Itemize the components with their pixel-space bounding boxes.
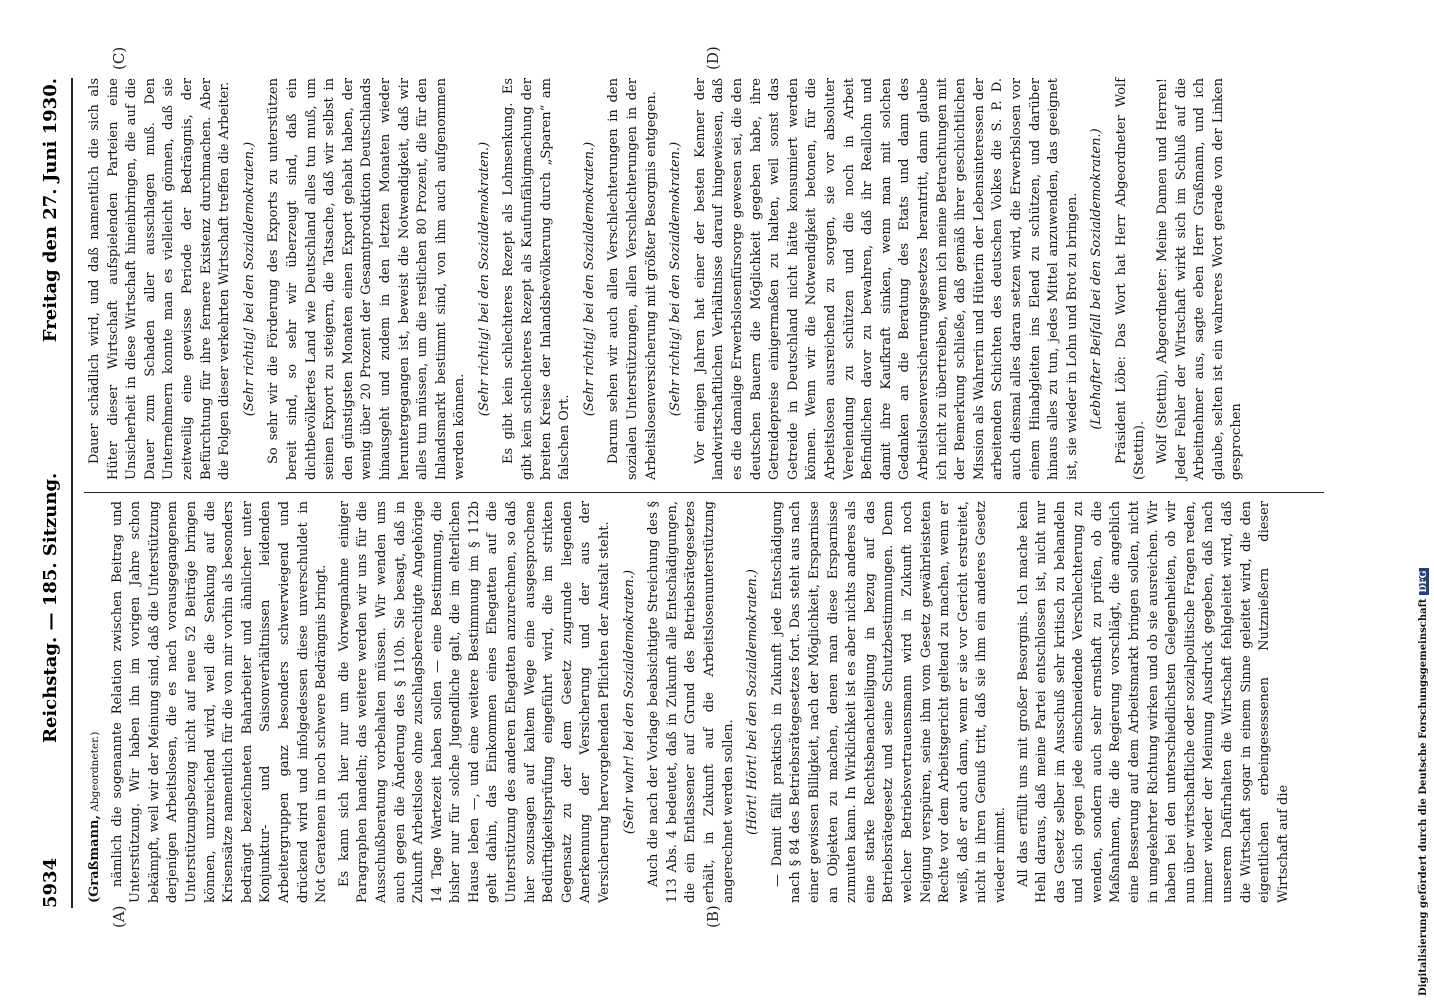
paragraph: nämlich die sogenannte Relation zwischen Beitrag und Unterstützung. Wir haben ihn im vorigen Jahre schon bekämpft, weil wir der Meinung sind, daß die Unterstützung derjenigen Arbeitslosen, die es nach vorausgegangenem Unterstützungsbezug nicht auf neue 52 Beiträge bringen können, unzureichend wird, weil die Senkung auf die Krisensätze namentlich für die von mir vorhin als besonders bedrängt bezeichneten Baharbeiter und ähnlicher unter Konjunktur- und Saisonverhältnissen leidenden Arbeitergruppen ganz besonders schwerwiegend und drückend wird und infolgedessen diese unverschuldet in Not Geratenen in noch schwere Bedrängnis bringt. bbox=[109, 501, 330, 903]
margin-marker-d: (D) bbox=[704, 46, 722, 70]
page-header bbox=[40, 78, 66, 908]
column-divider bbox=[84, 492, 1324, 493]
digitization-credit bbox=[1418, 568, 1429, 996]
interjection: (Sehr richtig! bei den Sozialdemokraten.) bbox=[476, 141, 492, 417]
speaker-role: Abgeordneter.) bbox=[89, 731, 101, 815]
paragraph: — Damit fällt praktisch in Zukunft jede Entschädigung nach § 84 des Betriebsrätegesetzes fort. Das steht aus nach einer gewissen Billigkeit, nach der Möglichkeit, Ersparnisse an Objekten zu machen, denen man diese Ersparnisse zumuten kann. In Wirklichkeit ist es aber nichts anderes als eine starke Rechtsbenachteiligung in bezug auf das Betriebsrätegesetz und seine Schutzbestimmungen. Denn welcher Betriebsvertrauensmann wird in Zukunft noch Neigung verspüren, seine ihm vom Gesetz gewährleisteten Rechte vor dem Arbeitsgericht geltend zu machen, wenn er weiß, daß er auch dann, wenn er sie vor Gericht erstreitet, nicht in ihren Genuß tritt, daß sie ihm ein anderes Gesetz wieder nimmt. bbox=[769, 501, 1008, 903]
interjection: (Sehr richtig! bei den Sozialdemokraten.) bbox=[668, 141, 684, 417]
interjection: (Sehr richtig! bei den Sozialdemokraten.) bbox=[581, 141, 597, 417]
interjection: (Sehr richtig! bei den Sozialdemokraten.) bbox=[241, 141, 257, 417]
paragraph: Darum sehen wir auch allen Verschlechterungen in den sozialen Unterstützungen, allen Verschlechterungen in der Arbeitslosenversicherung mit größter Besorgnis entgegen. bbox=[606, 78, 659, 480]
paragraph: Dauer schädlich wird, und daß namentlich die sich als Hüter dieser Wirtschaft aufspielenden Parteien eine Unsicherheit in diese Wirtschaft hineinbringen, die auf die Dauer zum Schaden aller ausschlagen muß. Den Unternehmern konnte man es vielleicht gönnen, daß sie zeitweilig eine gewisse Periode der Bedrängnis, der Befürchtung für ihre fernere Existenz durchmachen. Aber die Folgen dieser verkehrten Wirtschaft treffen die Arbeiter. bbox=[87, 78, 233, 480]
margin-marker-b: (B) bbox=[704, 905, 722, 928]
paragraph: Wolf (Stettin), Abgeordneter: Meine Damen und Herren! Jeder Fehler der Wirtschaft wirkt sich im Schluß auf die Arbeitnehmer aus, sagte eben Herr Graßmann, und ich glaube, selten ist ein wahreres Wort gerade von der Linken gesprochen bbox=[1155, 78, 1245, 480]
session-date: Freitag den 27. Juni 1930. bbox=[40, 78, 61, 343]
paragraph: Vor einigen Jahren hat einer der besten Kenner der landwirtschaftlichen Verhältnisse darauf hingewiesen, daß es die damalige Erwerbslosenfürsorge gewesen sei, die den deutschen Bauern die Möglichkeit gegeben habe, ihre Getreidepreise einigermaßen zu halten, weil sonst das Getreide in Deutschland nicht hätte konsumiert werden können. Wenn wir die Notwendigkeit betonen, für die Arbeitslosen ausreichend zu sorgen, sie vor absoluter Verelendung zu schützen und die noch in Arbeit Befindlichen davor zu bewahren, daß ihr Reallohn und damit ihre Kaufkraft sinken, wenn man mit solchen Gedanken an die Beratung des Etats und dann des Arbeitslosenversicherungsgesetzes herantritt, dann glaube ich nicht zu übertreiben, wenn ich meine Betrachtungen mit der Bemerkung schließe, daß gemäß ihrer geschichtlichen Mission als Wahrerin und Hüterin der Lebensinteressen der arbeitenden Schichten des deutschen Volkes die S. P. D. auch diesmal alles daran setzen wird, die Erwerbslosen vor einem Hinabgleiten ins Elend zu schützen, und darüber hinaus alles zu tun, jedes Mittel anzuwenden, das geeignet ist, sie wieder in Lohn und Brot zu bringen. bbox=[692, 78, 1080, 480]
paragraph: Es gibt kein schlechteres Rezept als Lohnsenkung. Es gibt kein schlechteres Rezept als Kaufunfähigmachung der breiten Kreise der Inlandsbevölkerung durch „Sparen“ am falschen Ort. bbox=[501, 78, 573, 480]
margin-marker-c: (C) bbox=[110, 46, 128, 70]
dfg-logo: DFG bbox=[1419, 568, 1429, 596]
header-rule bbox=[71, 78, 73, 908]
right-text-column bbox=[86, 78, 1251, 480]
left-text-column bbox=[86, 501, 1297, 903]
paragraph: So sehr wir die Förderung des Exports zu unterstützen bereit sind, so sehr wir überzeugt sind, daß ein dichtbevölkertes Land wie Deutschland alles tun muß, um seinen Export zu steigern, die Tatsache, daß wir selbst in den günstigsten Monaten einen Export gehabt haben, der wenig über 20 Prozent der Gesamtproduktion Deutschlands hinausgeht und zudem in den letzten Monaten wieder heruntergegangen ist, beweist die Notwendigkeit, daß wir alles tun müssen, um die restlichen 80 Prozent, die für den Inlandsmarkt bestimmt sind, von ihm auch aufgenommen werden können. bbox=[266, 78, 468, 480]
interjection: (Hört! Hört! bei den Sozialdemokraten.) bbox=[745, 569, 761, 835]
paragraph: Auch die nach der Vorlage beabsichtigte Streichung des § 113 Abs. 4 bedeutet, daß in Zukunft alle Entschädigungen, die ein Entlassener auf Grund des Betriebsrätegesetzes erhält, in Zukunft auf die Arbeitslosenunterstützung angerechnet werden sollen. bbox=[646, 501, 736, 903]
page-number: 5934 bbox=[40, 857, 61, 908]
interjection: (Sehr wahr! bei den Sozialdemokraten.) bbox=[621, 569, 637, 835]
interjection: (Lebhafter Beifall bei den Sozialdemokraten.) bbox=[1089, 128, 1105, 430]
paragraph: All das erfüllt uns mit großer Besorgnis. Ich mache kein Hehl daraus, daß meine Partei entschlossen ist, nicht nur das Gesetz selber im Ausschuß sehr kritisch zu behandeln und sich gegen jede einschneidende Verschlechterung zu wenden, sondern auch sehr ernsthaft zu prüfen, ob die Maßnahmen, die die Regierung vorschlägt, die angeblich eine Besserung auf dem Arbeitsmarkt bringen sollen, nicht in umgekehrter Richtung wirken und ob sie ausreichen. Wir haben bei den unterschiedlichsten Gelegenheiten, ob wir nun über wirtschaftliche oder sozialpolitische Fragen reden, immer wieder der Meinung Ausdruck gegeben, daß nach unserem Dafürhalten die Wirtschaft fehlgeleitet wird, daß die Wirtschaft sogar in einem Sinne geleitet wird, die den eigentlichen erbeingesessenen Nutznießern dieser Wirtschaft auf die bbox=[1015, 501, 1291, 903]
session-title: Reichstag. — 185. Sitzung. bbox=[40, 472, 61, 743]
paragraph: Präsident Löbe: Das Wort hat Herr Abgeordneter Wolf (Stettin). bbox=[1113, 78, 1148, 480]
digitization-note: Digitalisierung gefördert durch die Deutsche Forschungsgemeinschaft bbox=[1418, 598, 1429, 996]
speaker-name: (Graßmann, bbox=[87, 814, 102, 903]
speaker-line bbox=[86, 501, 105, 903]
margin-marker-a: (A) bbox=[110, 905, 128, 928]
paragraph: Es kann sich hier nur um die Vorwegnahme einiger Paragraphen handeln; das weitere werden wir uns für die Ausschußberatung vorbehalten müssen. Wir wenden uns auch gegen die Änderung des § 110b. Sie besagt, daß in Zukunft Arbeitslose ohne zuschlagsberechtigte Angehörige 14 Tage Wartezeit haben sollen — eine Bestimmung, die bisher nur für solche Jugendliche galt, die im elterlichen Hause leben —, und eine weitere Bestimmung im § 112b geht dahin, das Einkommen eines Ehegatten auf die Unterstützung des anderen Ehegatten anzurechnen, so daß hier sozusagen auf kaltem Wege eine ausgesprochene Bedürftigkeitsprüfung eingeführt wird, die im strikten Gegensatz zu der dem Gesetz zugrunde liegenden Anerkennung der Versicherung und der aus der Versicherung hervorgehenden Pflichten der Anstalt steht. bbox=[336, 501, 613, 903]
